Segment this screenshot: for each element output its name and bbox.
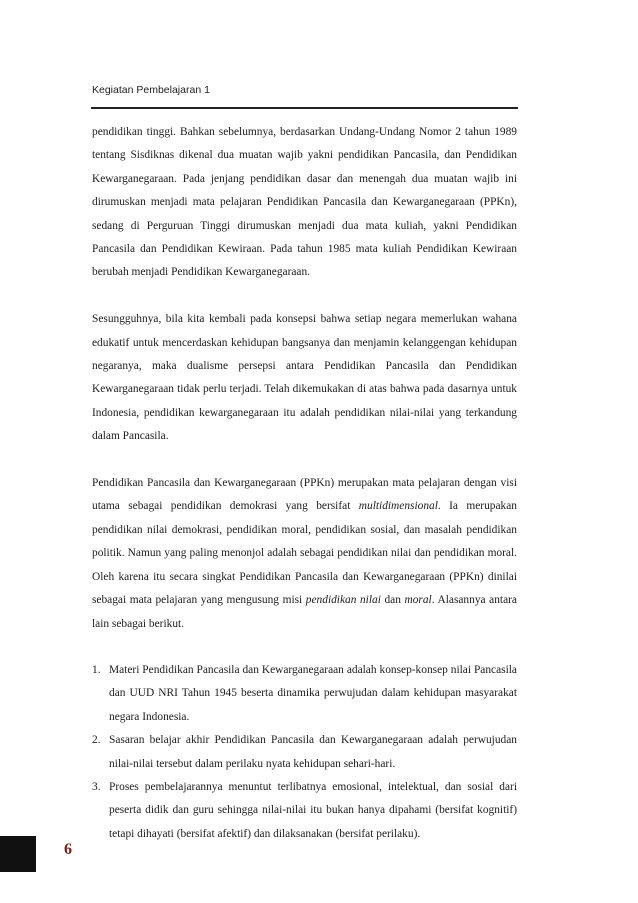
list-item-number: 2. <box>92 734 101 747</box>
paragraph-3-text-c: dan <box>380 594 405 607</box>
list-item-number: 1. <box>92 663 101 676</box>
paragraph-1: pendidikan tinggi. Bahkan sebelumnya, berdasarkan Undang-Undang Nomor 2 tahun 1989 tentang Sisdiknas dikenal dua muatan wajib yakni pendidikan Pancasila, dan Pendidikan Kewarganegaraan. Pada jenjang pendidikan dasar dan menengah dua muatan wajib ini dirumuskan menjadi mata pelajaran Pendidikan Pancasila dan Kewarganegaraan (PPKn), sedang di Perguruan Tinggi dirumuskan menjadi dua mata kuliah, yakni Pendidikan Pancasila dan Pendidikan Kewiraan. Pada tahun 1985 mata kuliah Pendidikan Kewiraan berubah menjadi Pendidikan Kewarganegaraan. <box>92 126 517 279</box>
paragraph-3-text-d: . Alasannya antara lain sebagai berikut. <box>92 594 517 630</box>
list-item-number: 3. <box>92 780 101 793</box>
paragraph-3-text-a: Pendidikan Pancasila dan Kewarganegaraan (PPKn) merupakan mata pelajaran dengan visi utama sebagai pendidikan demokrasi yang bersifat <box>92 477 517 513</box>
list-item-text: Sasaran belajar akhir Pendidikan Pancasila dan Kewarganegaraan adalah perwujudan nilai-nilai tersebut dalam perilaku nyata kehidupan sehari-hari. <box>109 734 517 770</box>
list-item <box>92 659 517 729</box>
paragraph-3-italic-pendidikan-nilai: pendidikan nilai <box>305 594 381 607</box>
paragraph-3 <box>92 472 517 636</box>
paragraph-2: Sesungguhnya, bila kita kembali pada konsepsi bahwa setiap negara memerlukan wahana edukatif untuk mencerdaskan kehidupan bangsanya dan menjamin kelanggengan kehidupan negaranya, maka dualisme persepsi antara Pendidikan Pancasila dan Pendidikan Kewarganegaraan tidak perlu terjadi. Telah dikemukakan di atas bahwa pada dasarnya untuk Indonesia, pendidikan kewarganegaraan itu adalah pendidikan nilai-nilai yang terkandung dalam Pancasila. <box>92 313 517 443</box>
list-item-text: Materi Pendidikan Pancasila dan Kewarganegaraan adalah konsep-konsep nilai Pancasila dan UUD NRI Tahun 1945 beserta dinamika perwujudan dalam kehidupan masyarakat negara Indonesia. <box>109 663 517 723</box>
list-item-text: Proses pembelajarannya menuntut terlibatnya emosional, intelektual, dan sosial dari peserta didik dan guru sehingga nilai-nilai itu bukan hanya dipahami (bersifat kognitif) tetapi dihayati (bersifat afektif) dan dilaksanakan (bersifat perilaku). <box>109 780 517 840</box>
list-item <box>92 729 517 776</box>
footer-block <box>0 836 36 872</box>
paragraph-3-text-b: . Ia merupakan pendidikan nilai demokrasi, pendidikan moral, pendidikan sosial, dan masalah pendidikan politik. Namun yang paling menonjol adalah sebagai pendidikan nilai dan pendidikan moral. Oleh karena itu secara singkat Pendidikan Pancasila dan Kewarganegaraan (PPKn) dinilai sebagai mata pelajaran yang mengusung misi <box>92 500 517 607</box>
list-item <box>92 776 517 846</box>
reasons-list <box>92 659 517 846</box>
paragraph-3-italic-moral: moral <box>404 594 432 607</box>
paragraph-3-italic-multidimensional: multidimensional <box>358 500 438 513</box>
running-header: Kegiatan Pembelajaran 1 <box>92 84 210 96</box>
page-number: 6 <box>64 841 72 858</box>
header-rule <box>91 107 518 109</box>
page-body <box>92 121 517 846</box>
